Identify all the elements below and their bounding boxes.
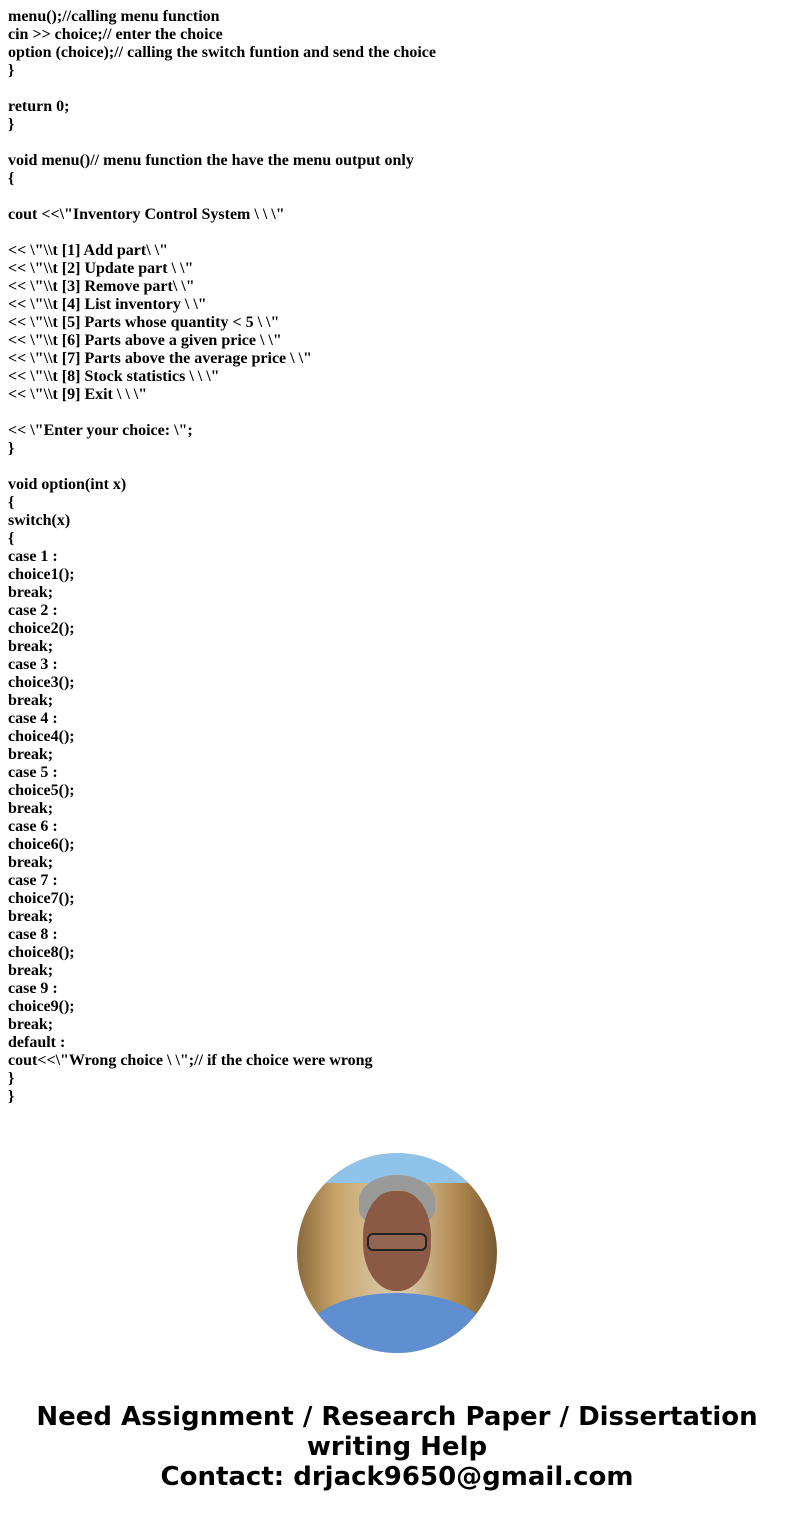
code-line: case 9 :: [8, 980, 58, 997]
code-line: << \"\\t [3] Remove part\ \": [8, 278, 195, 295]
code-line: case 5 :: [8, 764, 58, 781]
code-line: break;: [8, 800, 54, 817]
code-line: break;: [8, 584, 54, 601]
code-line: choice5();: [8, 782, 75, 799]
code-line: break;: [8, 746, 54, 763]
code-line: choice6();: [8, 836, 75, 853]
code-line: }: [8, 440, 15, 457]
avatar-shirt: [307, 1293, 487, 1353]
code-line: choice3();: [8, 674, 75, 691]
code-line: cout <<\"Inventory Control System \ \ \": [8, 206, 285, 223]
code-line: << \"\\t [1] Add part\ \": [8, 242, 169, 259]
code-line: [8, 80, 436, 98]
code-line: }: [8, 1070, 15, 1087]
code-line: << \"\\t [8] Stock statistics \ \ \": [8, 368, 220, 385]
code-line: switch(x): [8, 512, 71, 529]
code-line: menu();//calling menu function: [8, 8, 220, 25]
code-line: {: [8, 530, 15, 547]
code-line: << \"\\t [5] Parts whose quantity < 5 \ \": [8, 314, 280, 331]
code-line: break;: [8, 962, 54, 979]
code-line: [8, 188, 436, 206]
code-line: }: [8, 62, 15, 79]
code-line: }: [8, 116, 15, 133]
code-line: break;: [8, 638, 54, 655]
code-line: [8, 224, 436, 242]
avatar-glasses: [367, 1233, 427, 1251]
code-line: choice2();: [8, 620, 75, 637]
code-line: [8, 404, 436, 422]
code-line: choice8();: [8, 944, 75, 961]
code-line: case 6 :: [8, 818, 58, 835]
code-line: void option(int x): [8, 476, 127, 493]
code-line: << \"\\t [4] List inventory \ \": [8, 296, 207, 313]
code-line: cin >> choice;// enter the choice: [8, 26, 223, 43]
code-line: << \"Enter your choice: \";: [8, 422, 193, 439]
code-line: [8, 458, 436, 476]
code-line: cout<<\"Wrong choice \ \";// if the choice were wrong: [8, 1052, 373, 1069]
code-line: choice1();: [8, 566, 75, 583]
code-line: << \"\\t [2] Update part \ \": [8, 260, 194, 277]
code-line: << \"\\t [7] Parts above the average price \ \": [8, 350, 312, 367]
code-line: case 7 :: [8, 872, 58, 889]
code-line: break;: [8, 854, 54, 871]
code-line: return 0;: [8, 98, 70, 115]
code-line: break;: [8, 1016, 54, 1033]
code-line: default :: [8, 1034, 66, 1051]
code-line: choice9();: [8, 998, 75, 1015]
code-line: case 1 :: [8, 548, 58, 565]
code-line: void menu()// menu function the have the menu output only: [8, 152, 414, 169]
code-listing: [8, 8, 436, 1106]
code-line: choice4();: [8, 728, 75, 745]
code-line: case 4 :: [8, 710, 58, 727]
code-line: case 8 :: [8, 926, 58, 943]
code-line: case 3 :: [8, 656, 58, 673]
code-line: {: [8, 170, 15, 187]
code-line: << \"\\t [9] Exit \ \ \": [8, 386, 148, 403]
code-line: case 2 :: [8, 602, 58, 619]
author-avatar: [297, 1153, 497, 1353]
footer-contact: Contact: drjack9650@gmail.com: [160, 1462, 634, 1492]
code-line: [8, 134, 436, 152]
code-line: choice7();: [8, 890, 75, 907]
footer-ad: [0, 1402, 794, 1492]
code-line: }: [8, 1088, 15, 1105]
footer-heading: Need Assignment / Research Paper / Dissertation writing Help: [36, 1402, 758, 1462]
code-line: << \"\\t [6] Parts above a given price \ \": [8, 332, 282, 349]
code-line: {: [8, 494, 15, 511]
code-line: option (choice);// calling the switch funtion and send the choice: [8, 44, 437, 61]
code-line: break;: [8, 692, 54, 709]
code-line: break;: [8, 908, 54, 925]
